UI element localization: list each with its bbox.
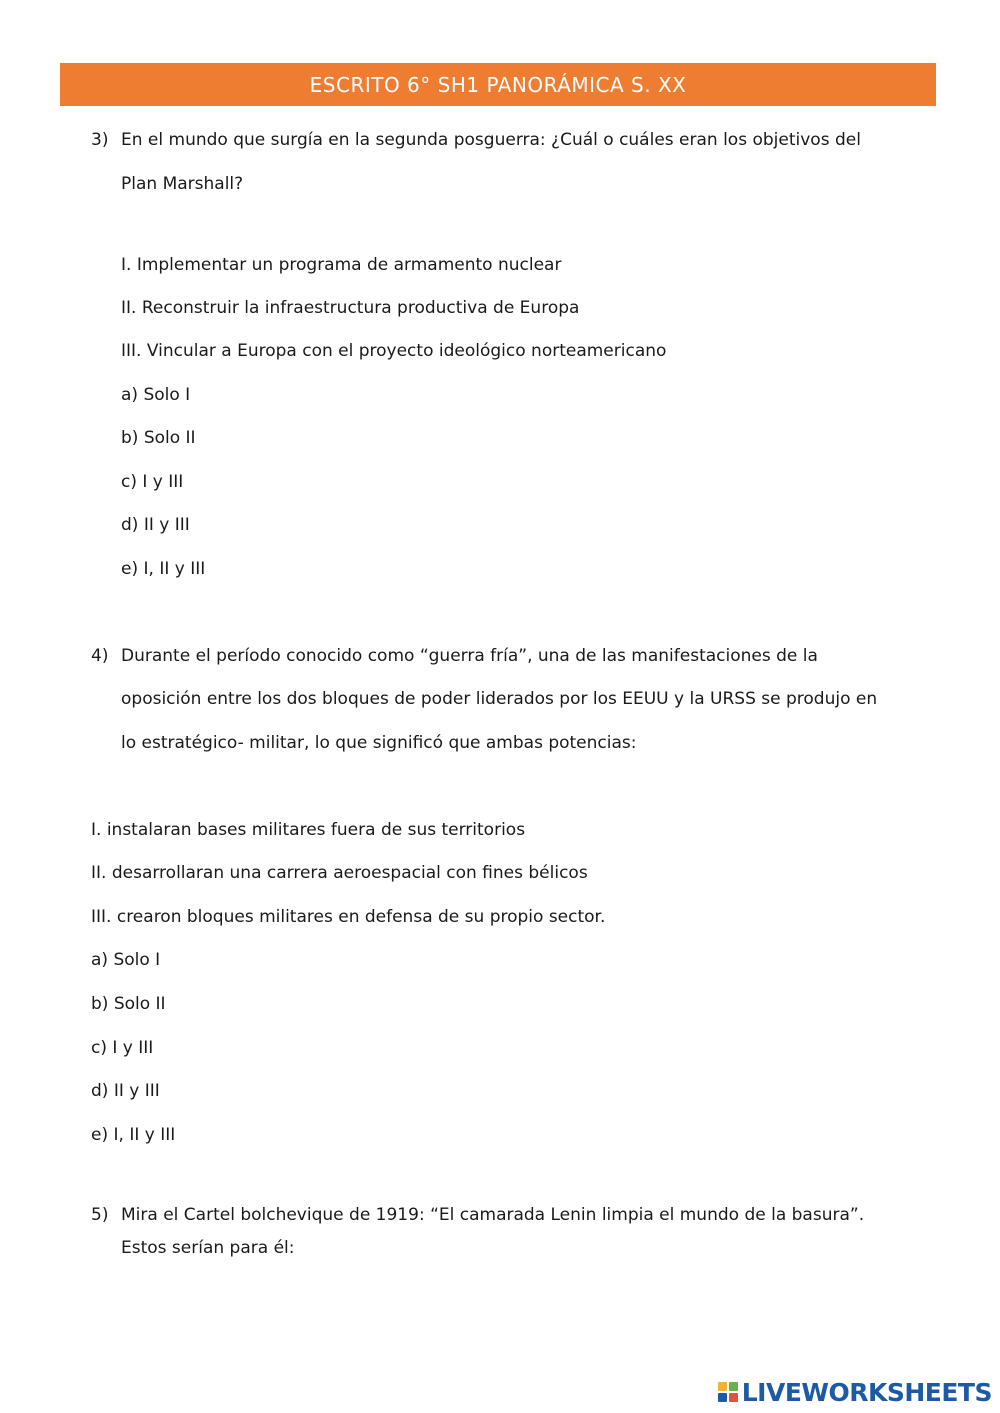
question-4-text-line3: lo estratégico- militar, lo que significó que ambas potencias: (121, 733, 637, 753)
liveworksheets-logo[interactable] (718, 1375, 992, 1409)
question-3-option-e[interactable]: e) I, II y III (121, 559, 206, 579)
question-4-option-e[interactable]: e) I, II y III (91, 1125, 176, 1145)
question-3-option-c[interactable]: c) I y III (121, 472, 184, 492)
liveworksheets-logo-icon (718, 1382, 738, 1402)
question-4-option-a[interactable]: a) Solo I (91, 950, 161, 970)
question-4-text-line1: Durante el período conocido como “guerra fría”, una de las manifestaciones de la (121, 646, 818, 666)
question-3-option-a[interactable]: a) Solo I (121, 385, 191, 405)
question-4-option-b[interactable]: b) Solo II (91, 994, 166, 1014)
question-3-statement-1: I. Implementar un programa de armamento nuclear (121, 255, 562, 275)
question-3-option-b[interactable]: b) Solo II (121, 428, 196, 448)
question-4-statement-2: II. desarrollaran una carrera aeroespacial con fines bélicos (91, 863, 588, 883)
liveworksheets-logo-text: LIVEWORKSHEETS (741, 1377, 992, 1407)
question-3-number: 3) (91, 130, 109, 150)
question-3-text-line2: Plan Marshall? (121, 174, 244, 194)
question-3-option-d[interactable]: d) II y III (121, 515, 190, 535)
question-4-option-c[interactable]: c) I y III (91, 1038, 154, 1058)
question-4-text-line2: oposición entre los dos bloques de poder liderados por los EEUU y la URSS se produjo en (121, 689, 878, 709)
question-4-number: 4) (91, 646, 109, 666)
question-4-option-d[interactable]: d) II y III (91, 1081, 160, 1101)
question-5-text-line2: Estos serían para él: (121, 1238, 295, 1258)
header-bar (60, 63, 936, 106)
question-3-text-line1: En el mundo que surgía en la segunda posguerra: ¿Cuál o cuáles eran los objetivos del (121, 130, 861, 150)
question-4-statement-3: III. crearon bloques militares en defensa de su propio sector. (91, 907, 606, 927)
question-3-statement-2: II. Reconstruir la infraestructura productiva de Europa (121, 298, 580, 318)
question-5-number: 5) (91, 1205, 109, 1225)
question-3-statement-3: III. Vincular a Europa con el proyecto ideológico norteamericano (121, 341, 667, 361)
question-5-text-line1: Mira el Cartel bolchevique de 1919: “El camarada Lenin limpia el mundo de la basura”. (121, 1205, 865, 1225)
page-title: ESCRITO 6° SH1 PANORÁMICA S. XX (309, 72, 687, 97)
question-4-statement-1: I. instalaran bases militares fuera de sus territorios (91, 820, 526, 840)
